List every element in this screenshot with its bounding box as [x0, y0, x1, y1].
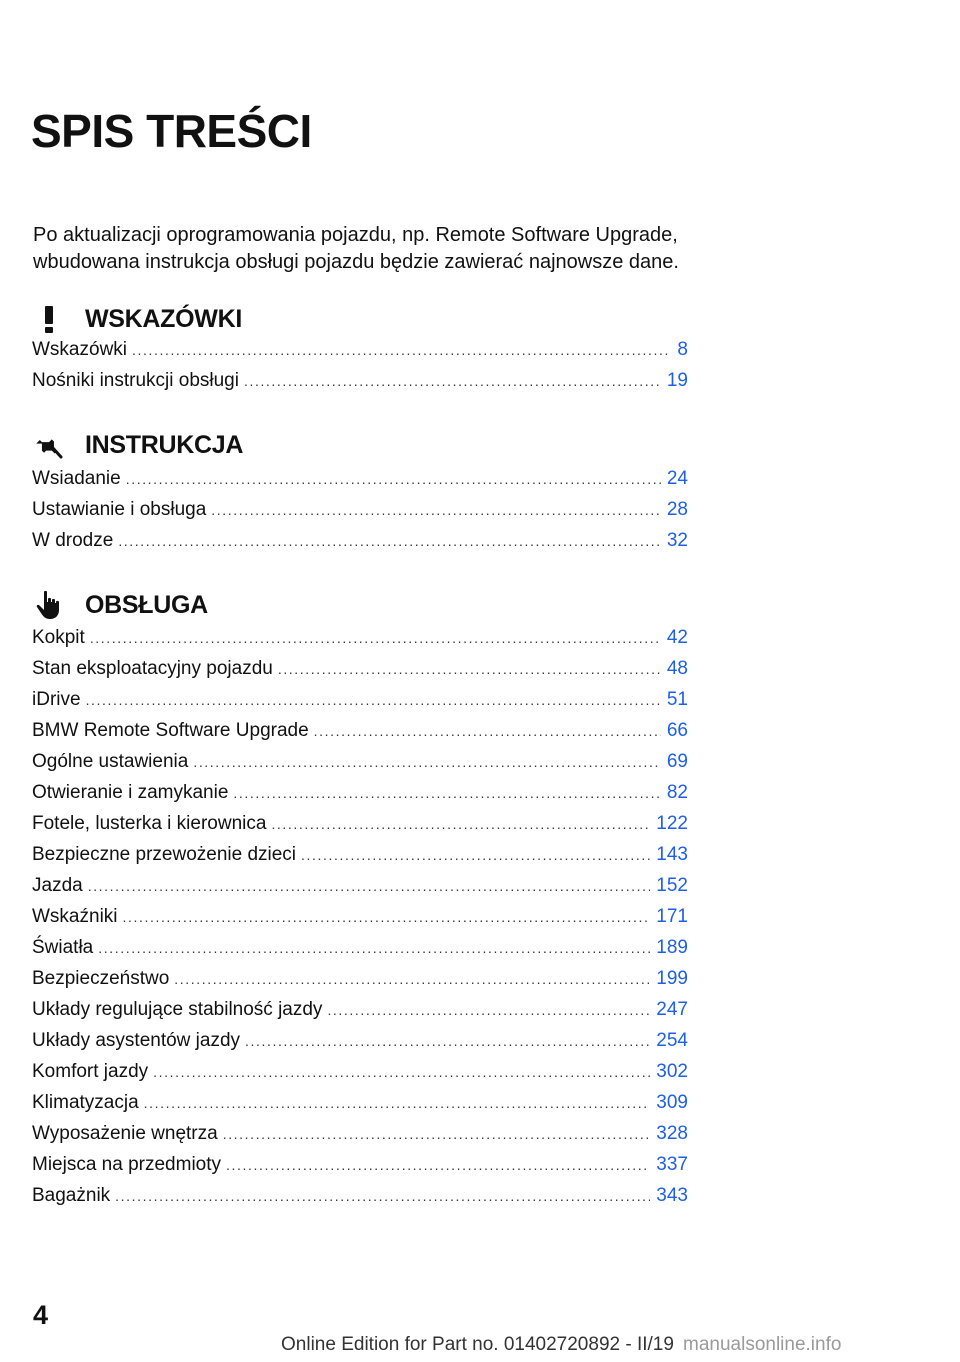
section-heading-wskazowki [33, 302, 242, 336]
toc-leader-dots [174, 971, 650, 987]
toc-entry[interactable] [32, 937, 688, 968]
toc-entry-page[interactable]: 189 [656, 937, 688, 958]
page-title: SPIS TREŚCI [31, 105, 312, 157]
toc-entry[interactable] [32, 370, 688, 401]
toc-entry[interactable] [32, 813, 688, 844]
toc-entry-page[interactable]: 82 [666, 782, 688, 803]
footer-watermark-site: manualsonline.info [683, 1334, 842, 1355]
toc-entry-page[interactable]: 51 [666, 689, 688, 710]
toc-entry[interactable] [32, 968, 688, 999]
toc-entry[interactable] [32, 1061, 688, 1092]
toc-leader-dots [278, 661, 661, 677]
toc-entry-page[interactable]: 143 [656, 844, 688, 865]
toc-leader-dots [211, 502, 661, 518]
toc-entry-title[interactable]: Kokpit [32, 627, 85, 648]
section-heading-obsluga [33, 588, 208, 622]
toc-entry[interactable] [32, 658, 688, 689]
toc-entry[interactable] [32, 1154, 688, 1185]
intro-text [33, 222, 713, 276]
toc-entry[interactable] [32, 1123, 688, 1154]
toc-entry-page[interactable]: 302 [656, 1061, 688, 1082]
toc-leader-dots [144, 1095, 651, 1111]
toc-leader-dots [132, 342, 671, 358]
toc-entry-page[interactable]: 199 [656, 968, 688, 989]
toc-leader-dots [98, 940, 650, 956]
toc-entry[interactable] [32, 689, 688, 720]
toc-leader-dots [314, 723, 661, 739]
intro-line-1: Po aktualizacji oprogramowania pojazdu, np. Remote Software Upgrade, [33, 224, 678, 246]
toc-entry-title[interactable]: Ustawianie i obsługa [32, 499, 207, 520]
toc-list-obsluga [32, 627, 688, 1216]
toc-entry-title[interactable]: Klimatyzacja [32, 1092, 139, 1113]
toc-entry-title[interactable]: Otwieranie i zamykanie [32, 782, 229, 803]
toc-entry-title[interactable]: Wskaźniki [32, 906, 118, 927]
toc-entry-page[interactable]: 66 [666, 720, 688, 741]
section-heading-label: WSKAZÓWKI [85, 304, 242, 333]
toc-entry-page[interactable]: 42 [666, 627, 688, 648]
toc-entry[interactable] [32, 999, 688, 1030]
toc-leader-dots [123, 909, 651, 925]
toc-entry-page[interactable]: 28 [666, 499, 688, 520]
toc-entry-page[interactable]: 69 [666, 751, 688, 772]
toc-list-instrukcja [32, 468, 688, 561]
pointing-hand-icon [33, 589, 65, 621]
toc-leader-dots [126, 471, 661, 487]
toc-leader-dots [90, 630, 661, 646]
toc-entry-title[interactable]: Bezpieczne przewożenie dzieci [32, 844, 297, 865]
toc-entry[interactable] [32, 530, 688, 561]
toc-leader-dots [88, 878, 651, 894]
toc-leader-dots [86, 692, 661, 708]
intro-line-2: wbudowana instrukcja obsługi pojazdu będzie zawierać najnowsze dane. [33, 251, 679, 273]
toc-entry-title[interactable]: Bezpieczeństwo [32, 968, 170, 989]
toc-entry-title[interactable]: Miejsca na przedmioty [32, 1154, 222, 1175]
toc-entry-title[interactable]: Układy regulujące stabilność jazdy [32, 999, 323, 1020]
toc-entry-page[interactable]: 8 [677, 339, 688, 360]
toc-entry-title[interactable]: Fotele, lusterka i kierownica [32, 813, 267, 834]
toc-entry-title[interactable]: BMW Remote Software Upgrade [32, 720, 309, 741]
toc-leader-dots [244, 373, 661, 389]
toc-leader-dots [226, 1157, 650, 1173]
toc-entry[interactable] [32, 720, 688, 751]
toc-entry-title[interactable]: Nośniki instrukcji obsługi [32, 370, 239, 391]
footer-edition-text: Online Edition for Part no. 01402720892 - II/19 [281, 1334, 674, 1355]
toc-entry-page[interactable]: 337 [656, 1154, 688, 1175]
toc-entry[interactable] [32, 751, 688, 782]
toc-entry-title[interactable]: Wsiadanie [32, 468, 121, 489]
toc-entry[interactable] [32, 627, 688, 658]
toc-entry-page[interactable]: 247 [656, 999, 688, 1020]
toc-entry-title[interactable]: Wskazówki [32, 339, 128, 360]
toc-entry[interactable] [32, 1092, 688, 1123]
toc-entry[interactable] [32, 875, 688, 906]
toc-entry-page[interactable]: 254 [656, 1030, 688, 1051]
toc-entry-page[interactable]: 122 [656, 813, 688, 834]
toc-entry-title[interactable]: Układy asystentów jazdy [32, 1030, 241, 1051]
toc-list-wskazowki [32, 339, 688, 401]
toc-entry-page[interactable]: 328 [656, 1123, 688, 1144]
toc-leader-dots [245, 1033, 650, 1049]
toc-entry-title[interactable]: Komfort jazdy [32, 1061, 149, 1082]
toc-leader-dots [193, 754, 661, 770]
toc-entry-page[interactable]: 48 [666, 658, 688, 679]
toc-entry-page[interactable]: 19 [666, 370, 688, 391]
toc-entry-title[interactable]: Wyposażenie wnętrza [32, 1123, 218, 1144]
toc-leader-dots [233, 785, 660, 801]
toc-entry[interactable] [32, 1030, 688, 1061]
toc-entry[interactable] [32, 1185, 688, 1216]
toc-entry[interactable] [32, 499, 688, 530]
toc-entry-title[interactable]: Jazda [32, 875, 83, 896]
toc-leader-dots [327, 1002, 650, 1018]
toc-entry-title[interactable]: iDrive [32, 689, 81, 710]
toc-leader-dots [271, 816, 650, 832]
toc-entry[interactable] [32, 782, 688, 813]
toc-entry-title[interactable]: Ogólne ustawienia [32, 751, 189, 772]
section-heading-instrukcja [33, 428, 243, 462]
toc-entry-title[interactable]: Stan eksploatacyjny pojazdu [32, 658, 273, 679]
toc-leader-dots [223, 1126, 651, 1142]
toc-entry-page[interactable]: 32 [666, 530, 688, 551]
toc-leader-dots [153, 1064, 650, 1080]
toc-entry-title[interactable]: Światła [32, 937, 94, 958]
page-number: 4 [33, 1300, 49, 1330]
toc-entry-page[interactable]: 343 [656, 1185, 688, 1206]
toc-entry[interactable] [32, 906, 688, 937]
toc-entry-title[interactable]: W drodze [32, 530, 114, 551]
toc-leader-dots [118, 533, 661, 549]
toc-entry[interactable] [32, 468, 688, 499]
section-heading-label: INSTRUKCJA [85, 430, 244, 459]
toc-entry-page[interactable]: 309 [656, 1092, 688, 1113]
toc-leader-dots [115, 1188, 650, 1204]
toc-entry-page[interactable]: 171 [656, 906, 688, 927]
exclamation-icon [33, 303, 65, 335]
toc-entry-title[interactable]: Bagażnik [32, 1185, 111, 1206]
pin-icon [33, 429, 65, 461]
section-heading-label: OBSŁUGA [85, 590, 208, 619]
toc-entry-page[interactable]: 24 [666, 468, 688, 489]
toc-entry[interactable] [32, 339, 688, 370]
toc-entry[interactable] [32, 844, 688, 875]
toc-entry-page[interactable]: 152 [656, 875, 688, 896]
toc-leader-dots [301, 847, 650, 863]
